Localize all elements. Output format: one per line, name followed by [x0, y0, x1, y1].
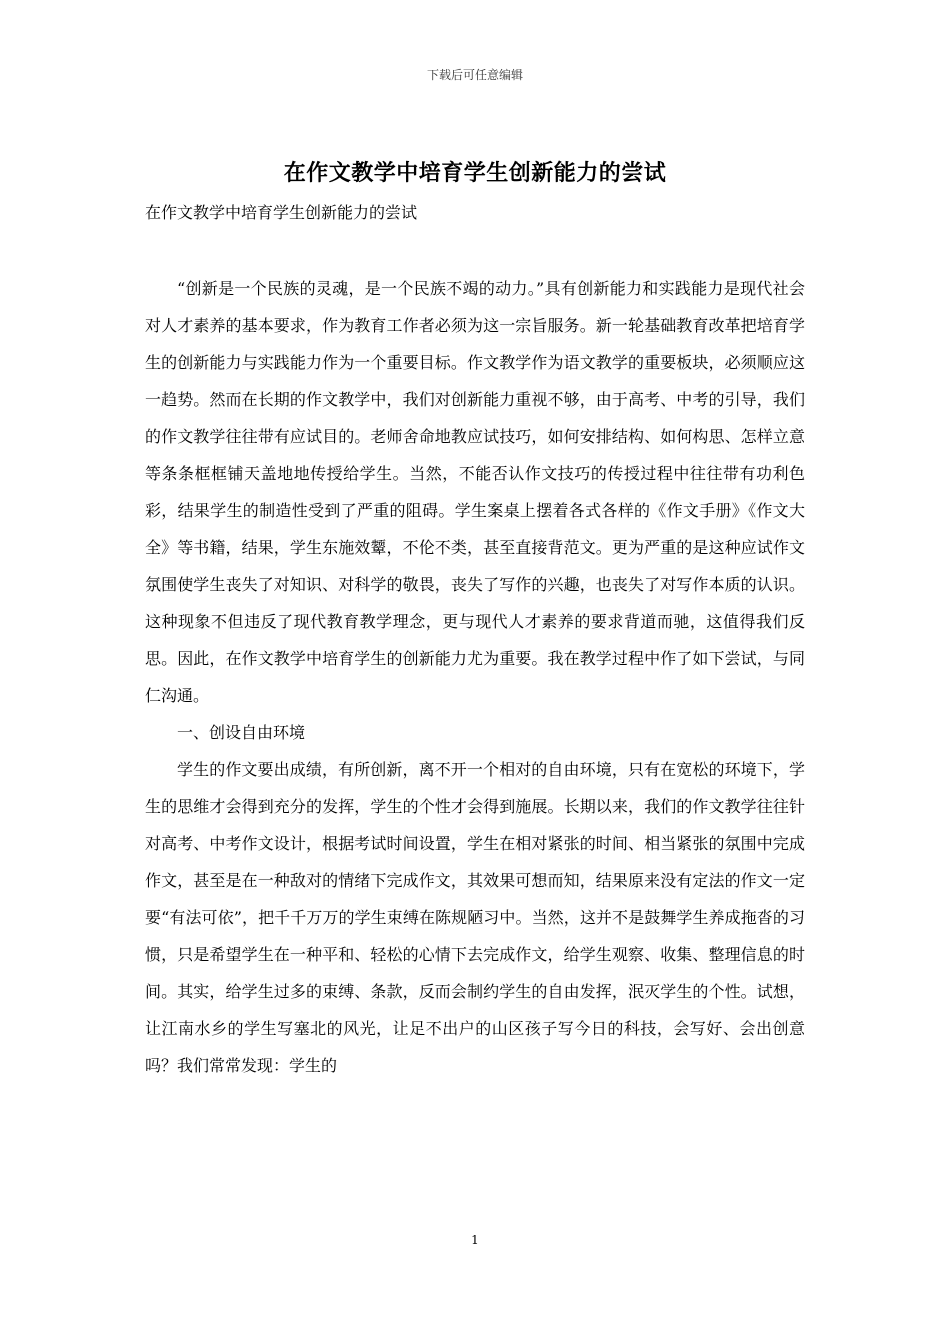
- document-body: [145, 270, 805, 1084]
- body-paragraph: “创新是一个民族的灵魂，是一个民族不竭的动力。”具有创新能力和实践能力是现代社会对人才素养的基本要求，作为教育工作者必须为这一宗旨服务。新一轮基础教育改革把培育学生的创新能力与实践能力作为一个重要目标。作文教学作为语文教学的重要板块，必须顺应这一趋势。然而在长期的作文教学中，我们对创新能力重视不够，由于高考、中考的引导，我们的作文教学往往带有应试目的。老师舍命地教应试技巧，如何安排结构、如何构思、怎样立意等条条框框铺天盖地地传授给学生。当然，不能否认作文技巧的传授过程中往往带有功利色彩，结果学生的制造性受到了严重的阻碍。学生案桌上摆着各式各样的《作文手册》《作文大全》等书籍，结果，学生东施效颦，不伦不类，甚至直接背范文。更为严重的是这种应试作文氛围使学生丧失了对知识、对科学的敬畏，丧失了写作的兴趣，也丧失了对写作本质的认识。这种现象不但违反了现代教育教学理念，更与现代人才素养的要求背道而驰，这值得我们反思。因此，在作文教学中培育学生的创新能力尤为重要。我在教学过程中作了如下尝试，与同仁沟通。: [145, 279, 805, 705]
- section-heading: 一、创设自由环境: [177, 723, 306, 742]
- document-subtitle: 在作文教学中培育学生创新能力的尝试: [145, 203, 418, 222]
- header-note: 下载后可任意编辑: [426, 68, 523, 82]
- body-paragraph: 学生的作文要出成绩，有所创新，离不开一个相对的自由环境，只有在宽松的环境下，学生的思维才会得到充分的发挥，学生的个性才会得到施展。长期以来，我们的作文教学往往针对高考、中考作文设计，根据考试时间设置，学生在相对紧张的时间、相当紧张的氛围中完成作文，甚至是在一种敌对的情绪下完成作文，其效果可想而知，结果原来没有定法的作文一定要“有法可依”，把千千万万的学生束缚在陈规陋习中。当然，这并不是鼓舞学生养成拖沓的习惯，只是希望学生在一种平和、轻松的心情下去完成作文，给学生观察、收集、整理信息的时间。其实，给学生过多的束缚、条款，反而会制约学生的自由发挥，泯灭学生的个性。试想，让江南水乡的学生写塞北的风光，让足不出户的山区孩子写今日的科技，会写好、会出创意吗？我们常常发现：学生的: [145, 760, 805, 1075]
- document-title: 在作文教学中培育学生创新能力的尝试: [283, 160, 667, 186]
- page-number: 1: [471, 1233, 479, 1247]
